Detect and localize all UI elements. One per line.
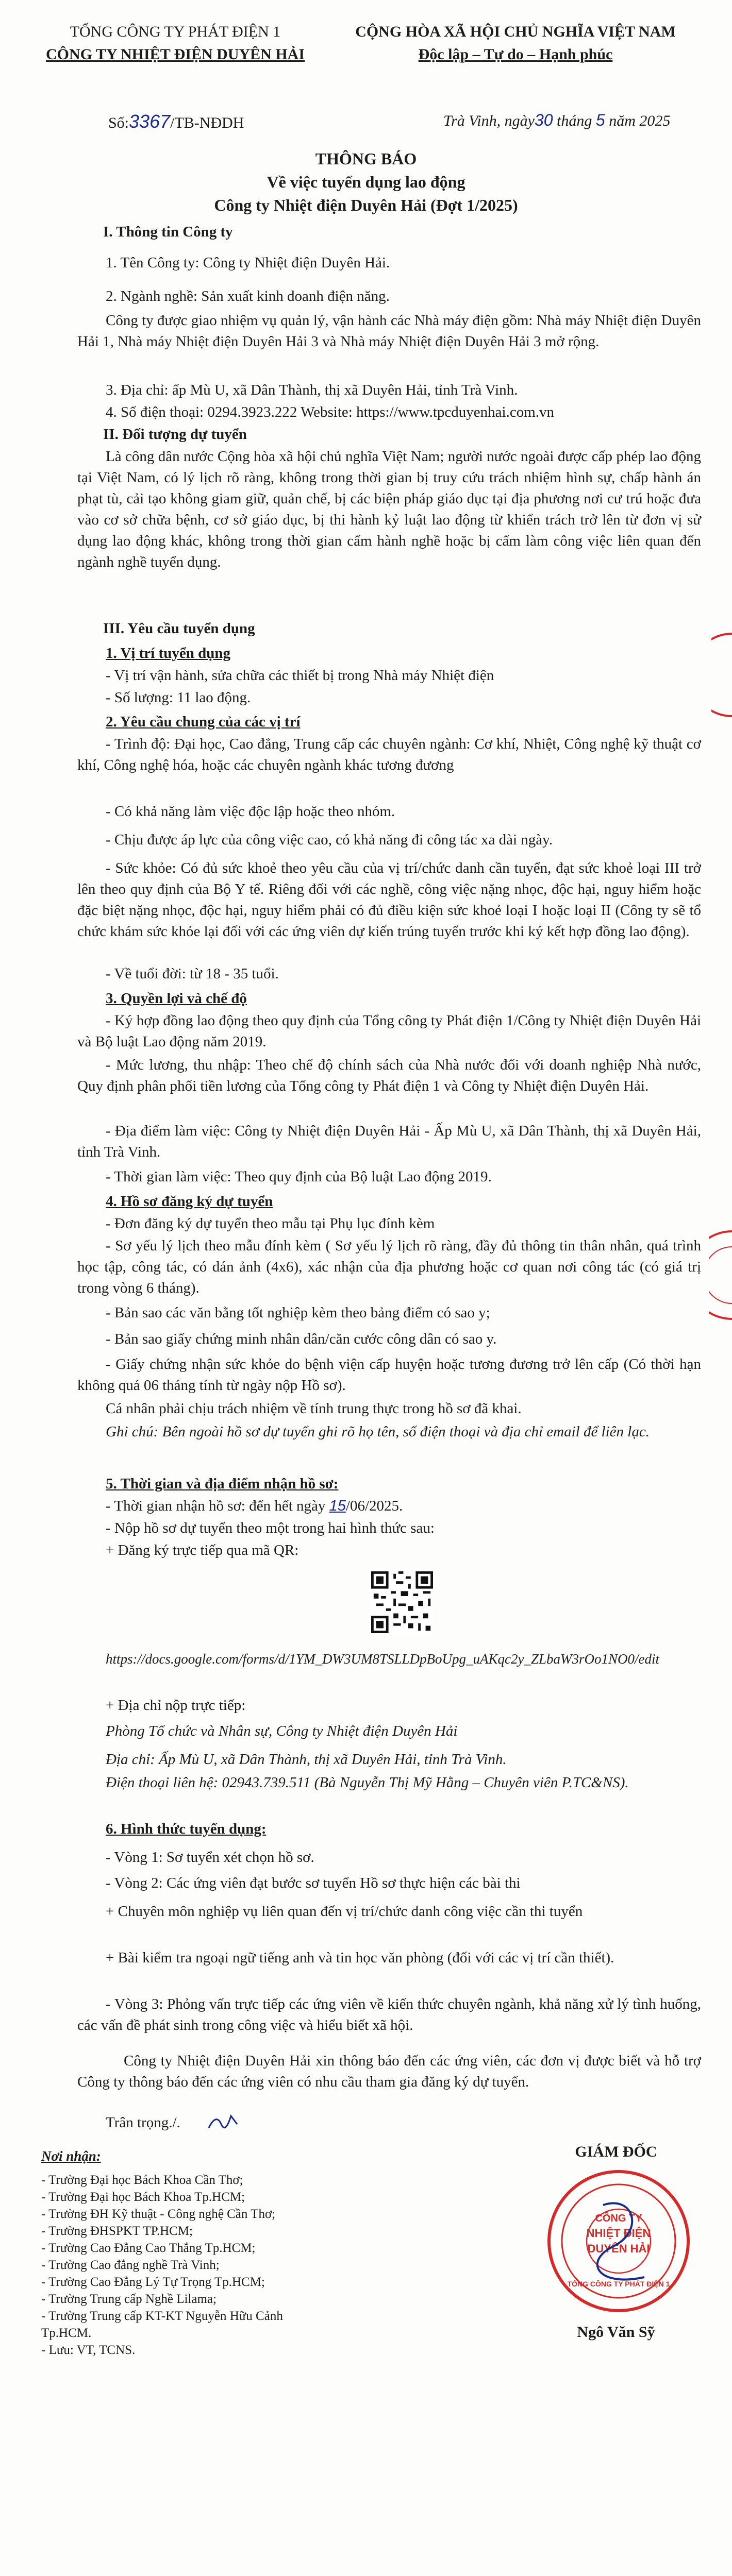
benefit-contract: - Ký hợp đồng lao động theo quy định của Tổng công ty Phát điện 1/Công ty Nhiệt điện Duyên Hải và Bộ luật Lao động năm 2019.	[77, 1012, 701, 1050]
list-item: - Trường Đại học Bách Khoa Cần Thơ;	[41, 2173, 243, 2187]
issuer-block	[31, 21, 320, 66]
req-health: - Sức khỏe: Có đủ sức khoẻ theo yêu cầu của vị trí/chức danh cần tuyển, đạt sức khoẻ loại III trở lên theo quy định của Bộ Y tế. Riêng đối với các nghề, công việc nặng nhọc, độc hại, nguy hiểm hoặc đặc biệt nặng nhọc, độc hại, nguy hiểm phải có đủ điều kiện sức khoẻ loại I hoặc loại II (Công ty sẽ tổ chức khám sức khỏe lại đối với các ứng viên dự kiến trúng tuyển trước khi ký kết hợp đồng lao động).	[77, 860, 701, 940]
in-person-label: + Địa chỉ nộp trực tiếp:	[106, 1697, 246, 1714]
seal-text-4: TỔNG CÔNG TY PHÁT ĐIỆN 1	[567, 2280, 670, 2288]
closing-statement: Công ty Nhiệt điện Duyên Hải xin thông báo đến các ứng viên, các đơn vị được biết và hỗ trợ Công ty thông báo đến các ứng viên có nhu cầu tham gia đăng ký dự tuyển.	[77, 2053, 701, 2090]
submission-heading: 5. Thời gian và địa điểm nhận hồ sơ:	[106, 1476, 339, 1492]
requirements-heading: 2. Yêu cầu chung của các vị trí	[106, 714, 301, 730]
registration-form-url[interactable]: https://docs.google.com/forms/d/1YM_DW3UM8TSLLDpBoUpg_uAKqc2y_ZLbaW3rOo1NO0/edit	[106, 1651, 660, 1667]
position-desc: - Vị trí vận hành, sửa chữa các thiết bị trong Nhà máy Nhiệt điện	[106, 667, 494, 684]
date-day: 30	[534, 111, 553, 129]
notice-subject: Về việc tuyển dụng lao động	[267, 173, 465, 191]
signer-title: GIÁM ĐỐC	[575, 2143, 657, 2160]
list-item: - Lưu: VT, TCNS.	[41, 2343, 136, 2357]
regards: Trân trọng./.	[106, 2114, 180, 2131]
national-motto: Độc lập – Tự do – Hạnh phúc	[418, 46, 613, 63]
seal-text-1: CÔNG TY	[595, 2213, 642, 2224]
document-number	[108, 111, 244, 132]
qr-method-label: + Đăng ký trực tiếp qua mã QR:	[106, 1542, 299, 1558]
notice-company: Công ty Nhiệt điện Duyên Hải (Đợt 1/2025)	[214, 196, 518, 214]
deadline	[106, 1496, 729, 1517]
doc-id-card: - Bản sao giấy chứng minh nhân dân/căn cước công dân có sao y.	[106, 1331, 497, 1347]
req-pressure: - Chịu được áp lực của công việc cao, có khả năng đi công tác xa dài ngày.	[106, 832, 553, 848]
initial-mark-icon	[206, 2110, 242, 2133]
parent-org: TỔNG CÔNG TY PHÁT ĐIỆN 1	[70, 23, 281, 40]
section-3-heading: III. Yêu cầu tuyển dụng	[103, 620, 255, 637]
benefit-hours: - Thời gian làm việc: Theo quy định của Bộ luật Lao động 2019.	[106, 1168, 492, 1185]
eligibility-text: Là công dân nước Cộng hòa xã hội chủ nghĩa Việt Nam; người nước ngoài được cấp phép lao động tại Việt Nam, có lý lịch rõ ràng, không trong thời gian bị truy cứu trách nhiệm hình sự, chấp hành án phạt tù, cải tạo không giam giữ, quản chế, bị các biện pháp giáo dục tại địa phương nơi cư trú hoặc đưa vào cơ sở chữa bệnh, cơ sở giáo dục, bị thi hành kỷ luật lao động từ khiển trách trở lên từ đơn vị sử dụng lao động khác, không trong thời gian cấm hành nghề hoặc bị cấm làm công việc liên quan đến ngành nghề tuyển dụng.	[77, 448, 701, 570]
list-item: - Trường Trung cấp KT-KT Nguyễn Hữu Cảnh Tp.HCM.	[41, 2309, 283, 2340]
benefit-location: - Địa điểm làm việc: Công ty Nhiệt điện Duyên Hải - Ấp Mù U, xã Dân Thành, thị xã Duyên Hải, tỉnh Trà Vinh.	[77, 1123, 701, 1160]
company-description: Công ty được giao nhiệm vụ quản lý, vận hành các Nhà máy điện gồm: Nhà máy Nhiệt điện Duyên Hải 1, Nhà máy Nhiệt điện Duyên Hải 3 và Nhà máy Nhiệt điện Duyên Hải 3 mở rộng.	[77, 312, 701, 350]
national-motto-block	[320, 21, 711, 66]
list-item: - Trường Cao đẳng nghề Trà Vinh;	[41, 2258, 220, 2272]
hr-department: Phòng Tổ chức và Nhân sự, Công ty Nhiệt điện Duyên Hải	[106, 1723, 458, 1739]
round-2-specialty: + Chuyên môn nghiệp vụ liên quan đến vị trí/chức danh công việc cần thi tuyển	[106, 1903, 583, 1920]
company-phone-website: 4. Số điện thoại: 0294.3923.222 Website: https://www.tpcduyenhai.com.vn	[106, 404, 554, 420]
registration-qr-code[interactable]	[371, 1571, 433, 1633]
recruitment-process-heading	[106, 1819, 729, 1840]
round-2: - Vòng 2: Các ứng viên đạt bước sơ tuyển Hồ sơ thực hiện các bài thi	[106, 1875, 521, 1891]
business-line: 2. Ngành nghề: Sản xuất kinh doanh điện năng.	[106, 288, 390, 304]
list-item: - Trường Trung cấp Nghề Lilama;	[41, 2292, 217, 2306]
req-education: - Trình độ: Đại học, Cao đẳng, Trung cấp các chuyên ngành: Cơ khí, Nhiệt, Công nghệ kỹ thuật cơ khí, Công nghệ hóa, hoặc các chuyên ngành khác tương đương	[77, 736, 701, 773]
honesty-note: Cá nhân phải chịu trách nhiệm về tính trung thực trong hồ sơ đã khai.	[106, 1400, 522, 1417]
application-heading: 4. Hồ sơ đăng ký dự tuyển	[106, 1193, 273, 1210]
country-name: CỘNG HÒA XÃ HỘI CHỦ NGHĨA VIỆT NAM	[355, 23, 676, 40]
notice-title: THÔNG BÁO	[315, 149, 417, 168]
list-item: - Trường ĐHSPKT TP.HCM;	[41, 2224, 193, 2238]
seal-text-3: DUYÊN HẢI	[587, 2242, 650, 2255]
company-address: 3. Địa chỉ: ấp Mù U, xã Dân Thành, thị xã Duyên Hải, tỉnh Trà Vinh.	[106, 382, 518, 398]
issuing-org: CÔNG TY NHIỆT ĐIỆN DUYÊN HẢI	[45, 46, 305, 63]
position-quantity: - Số lượng: 11 lao động.	[106, 689, 251, 706]
round-2-language: + Bài kiểm tra ngoại ngữ tiếng anh và tin học văn phòng (đối với các vị trí cần thiết).	[106, 1950, 614, 1966]
seal-text-2: NHIỆT ĐIỆN	[586, 2227, 651, 2240]
date-month-label: tháng	[557, 112, 592, 129]
recruitment-process-title: 6. Hình thức tuyển dụng:	[106, 1821, 267, 1837]
list-item: - Trường Cao Đẳng Cao Thắng Tp.HCM;	[41, 2241, 256, 2255]
doc-cv: - Sơ yếu lý lịch theo mẫu đính kèm ( Sơ yếu lý lịch rõ ràng, đầy đủ thông tin thân nhân, quá trình học tập, công tác, có dán ảnh (4x6), xác nhận của địa phương hoặc cơ quan nơi công tác (có giá trị trong vòng 6 tháng).	[77, 1238, 701, 1296]
section-1-heading: I. Thông tin Công ty	[103, 224, 233, 240]
benefits-heading: 3. Quyền lợi và chế độ	[106, 990, 247, 1007]
margin-seal-icon	[709, 1226, 732, 1324]
hr-address: Địa chỉ: Ấp Mù U, xã Dân Thành, thị xã Duyên Hải, tỉnh Trà Vinh.	[106, 1751, 507, 1768]
round-1: - Vòng 1: Sơ tuyển xét chọn hồ sơ.	[106, 1849, 314, 1866]
company-seal	[541, 2164, 696, 2318]
section-2-heading: II. Đối tượng dự tuyển	[103, 426, 247, 443]
signer-name: Ngô Văn Sỹ	[577, 2324, 655, 2341]
submission-methods: - Nộp hồ sơ dự tuyển theo một trong hai hình thức sau:	[106, 1520, 435, 1536]
req-age: - Về tuổi đời: từ 18 - 35 tuổi.	[106, 965, 279, 982]
date-line	[443, 111, 670, 130]
doc-application-form: - Đơn đăng ký dự tuyển theo mẫu tại Phụ lục đính kèm	[106, 1215, 435, 1232]
margin-seal-icon	[711, 629, 732, 721]
list-item: - Trường ĐH Kỹ thuật - Công nghệ Cần Thơ;	[41, 2207, 276, 2221]
doc-number-handwritten: 3367	[129, 111, 171, 132]
hr-contact-phone: Điện thoại liên hệ: 02943.739.511 (Bà Nguyễn Thị Mỹ Hằng – Chuyên viên P.TC&NS).	[106, 1774, 629, 1791]
benefit-salary: - Mức lương, thu nhập: Theo chế độ chính sách của Nhà nước đối với doanh nghiệp Nhà nước, Quy định phân phối tiền lương của Tổng công ty Phát điện 1 và Công ty Nhiệt điện Duyên Hải.	[77, 1057, 701, 1094]
company-name: 1. Tên Công ty: Công ty Nhiệt điện Duyên Hải.	[106, 255, 390, 271]
deadline-label: - Thời gian nhận hồ sơ: đến hết ngày	[106, 1498, 329, 1514]
doc-number-prefix: Số:	[108, 114, 129, 131]
list-item: - Trường Cao Đẳng Lý Tự Trọng Tp.HCM;	[41, 2275, 265, 2289]
deadline-month-year: /06/2025.	[345, 1498, 403, 1514]
date-month: 5	[595, 111, 605, 129]
envelope-note: Ghi chú: Bên ngoài hồ sơ dự tuyển ghi rõ họ tên, số điện thoại và địa chỉ email để liên lạc.	[106, 1423, 650, 1440]
date-year: năm 2025	[609, 112, 671, 129]
list-item: - Trường Đại học Bách Khoa Tp.HCM;	[41, 2190, 245, 2204]
round-3: - Vòng 3: Phỏng vấn trực tiếp các ứng viên về kiến thức chuyên ngành, khả năng xử lý tình huống, các vấn đề phát sinh trong công việc và hiểu biết xã hội.	[77, 1996, 701, 2033]
date-place: Trà Vinh, ngày	[443, 112, 535, 129]
doc-diplomas: - Bản sao các văn bằng tốt nghiệp kèm theo bảng điểm có sao y;	[106, 1304, 490, 1321]
position-heading: 1. Vị trí tuyển dụng	[106, 645, 230, 662]
recipients-heading: Nơi nhận:	[41, 2148, 101, 2164]
deadline-day-handwritten: 15	[329, 1498, 346, 1514]
doc-health-cert: - Giấy chứng nhận sức khỏe do bệnh viện cấp huyện hoặc tương đương trở lên cấp (Có thời hạn không quá 06 tháng tính từ ngày nộp Hồ sơ).	[77, 1356, 701, 1394]
req-teamwork: - Có khả năng làm việc độc lập hoặc theo nhóm.	[106, 803, 395, 820]
doc-number-suffix: /TB-NĐDH	[170, 114, 244, 131]
